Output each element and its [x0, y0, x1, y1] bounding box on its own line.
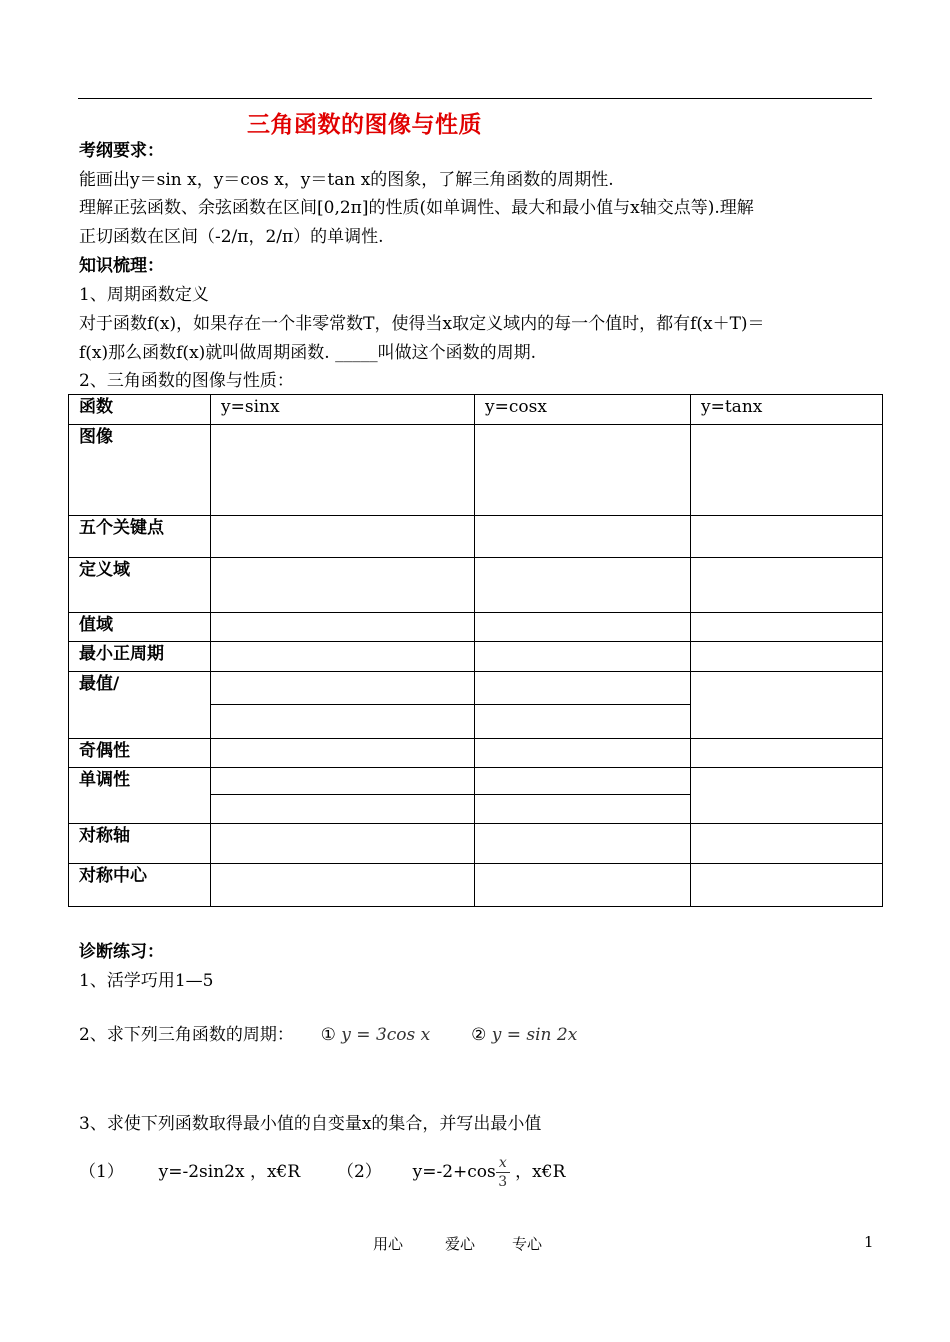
row-label-monotonicity: 单调性: [69, 768, 211, 824]
table-header-row: [69, 395, 883, 425]
row-label-graph: 图像: [69, 425, 211, 516]
answer-cell[interactable]: [211, 558, 475, 613]
answer-cell-max[interactable]: [211, 672, 474, 705]
table-row: [69, 768, 883, 824]
answer-cell[interactable]: [475, 425, 691, 516]
header-rule: [78, 98, 872, 99]
table-row: [69, 558, 883, 613]
section2-title: 2、三角函数的图像与性质：: [79, 371, 294, 391]
answer-cell-decreasing[interactable]: [475, 795, 690, 823]
table-row: [69, 516, 883, 558]
item-mark-1: ①: [320, 1025, 336, 1045]
practice-1: 1、活学巧用1—5: [79, 971, 214, 991]
row-label-parity: 奇偶性: [69, 739, 211, 768]
answer-cell-split: [475, 672, 691, 739]
header-cell-cos: y=cosx: [475, 395, 691, 425]
requirements-line-3: 正切函数在区间（-2/π，2/π）的单调性.: [79, 227, 384, 247]
answer-cell[interactable]: [475, 613, 691, 642]
answer-cell-increasing[interactable]: [475, 768, 690, 795]
row-label-axis-of-symmetry: 对称轴: [69, 824, 211, 864]
item-mark-2: ②: [471, 1025, 487, 1045]
answer-cell-decreasing[interactable]: [211, 795, 474, 823]
practice-3-item-2-number: （2）: [336, 1162, 382, 1182]
answer-cell-max[interactable]: [475, 672, 690, 705]
row-label-min-period: 最小正周期: [69, 642, 211, 672]
answer-cell[interactable]: [475, 642, 691, 672]
row-label-extrema: 最值/: [69, 672, 211, 739]
answer-cell[interactable]: [691, 768, 883, 824]
requirements-line-2: 理解正弦函数、余弦函数在区间[0,2π]的性质(如单调性、最大和最小值与x轴交点等).理解: [79, 198, 754, 218]
footer-motto-2: 爱心: [445, 1235, 476, 1253]
requirements-heading: 考纲要求：: [79, 141, 164, 161]
practice-3: 3、求使下列函数取得最小值的自变量x的集合，并写出最小值: [79, 1114, 542, 1134]
expr-3cosx: y = 3cos x: [341, 1025, 431, 1045]
answer-cell[interactable]: [211, 824, 475, 864]
answer-cell[interactable]: [691, 516, 883, 558]
answer-cell[interactable]: [691, 739, 883, 768]
section1-line-2: f(x)那么函数f(x)就叫做周期函数. _____叫做这个函数的周期.: [79, 343, 536, 363]
header-cell-sin: y=sinx: [211, 395, 475, 425]
answer-cell[interactable]: [211, 864, 475, 907]
fraction-x-over-3: $\frac{x}{3}$: [496, 1155, 510, 1190]
knowledge-heading: 知识梳理：: [79, 256, 164, 276]
answer-cell[interactable]: [475, 824, 691, 864]
answer-cell[interactable]: [691, 864, 883, 907]
table-row: [69, 864, 883, 907]
row-label-key-points: 五个关键点: [69, 516, 211, 558]
page-number: 1: [864, 1233, 874, 1251]
table-row: [69, 613, 883, 642]
expr-sin2x: y = sin 2x: [491, 1025, 578, 1045]
answer-cell[interactable]: [211, 516, 475, 558]
answer-cell[interactable]: [691, 613, 883, 642]
table-row: [69, 739, 883, 768]
answer-cell[interactable]: [691, 425, 883, 516]
answer-cell[interactable]: [475, 739, 691, 768]
answer-cell-increasing[interactable]: [211, 768, 474, 795]
table-row: [69, 642, 883, 672]
practice-2: [79, 1024, 577, 1046]
answer-cell[interactable]: [691, 558, 883, 613]
footer-motto-3: 专心: [512, 1235, 543, 1253]
header-cell-tan: y=tanx: [691, 395, 883, 425]
answer-cell[interactable]: [691, 672, 883, 739]
practice-3-item-1-expr: y=-2sin2x ，x€R: [158, 1162, 301, 1182]
footer-motto-1: 用心: [373, 1235, 404, 1253]
row-label-center-of-symmetry: 对称中心: [69, 864, 211, 907]
section1-line-1: 对于函数f(x)，如果存在一个非零常数T，使得当x取定义域内的每一个值时，都有f(x＋T)＝: [79, 314, 765, 334]
practice-3-item-2-prefix: y=-2+cos: [412, 1162, 496, 1182]
page-title: 三角函数的图像与性质: [247, 111, 482, 138]
trig-properties-table: [68, 394, 883, 907]
row-label-domain: 定义域: [69, 558, 211, 613]
answer-cell[interactable]: [475, 864, 691, 907]
practice-heading: 诊断练习：: [79, 942, 164, 962]
requirements-line-1: 能画出y＝sin x，y＝cos x，y＝tan x的图象，了解三角函数的周期性.: [79, 170, 614, 190]
row-label-range: 值域: [69, 613, 211, 642]
answer-cell-min[interactable]: [475, 705, 690, 738]
practice-2-label: 2、求下列三角函数的周期：: [79, 1025, 294, 1045]
practice-3-item-1-number: （1）: [79, 1162, 124, 1182]
table-row: [69, 425, 883, 516]
answer-cell-split: [211, 768, 475, 824]
answer-cell-split: [475, 768, 691, 824]
answer-cell[interactable]: [211, 642, 475, 672]
answer-cell[interactable]: [211, 739, 475, 768]
header-cell-function: 函数: [69, 395, 211, 425]
practice-3-items: [79, 1155, 565, 1190]
answer-cell-split: [211, 672, 475, 739]
answer-cell[interactable]: [211, 425, 475, 516]
answer-cell-min[interactable]: [211, 705, 474, 738]
section1-title: 1、周期函数定义: [79, 285, 209, 305]
table-row: [69, 672, 883, 739]
table-row: [69, 824, 883, 864]
answer-cell[interactable]: [691, 642, 883, 672]
answer-cell[interactable]: [475, 516, 691, 558]
answer-cell[interactable]: [211, 613, 475, 642]
answer-cell[interactable]: [691, 824, 883, 864]
practice-3-item-2-suffix: ，x€R: [515, 1162, 566, 1182]
answer-cell[interactable]: [475, 558, 691, 613]
